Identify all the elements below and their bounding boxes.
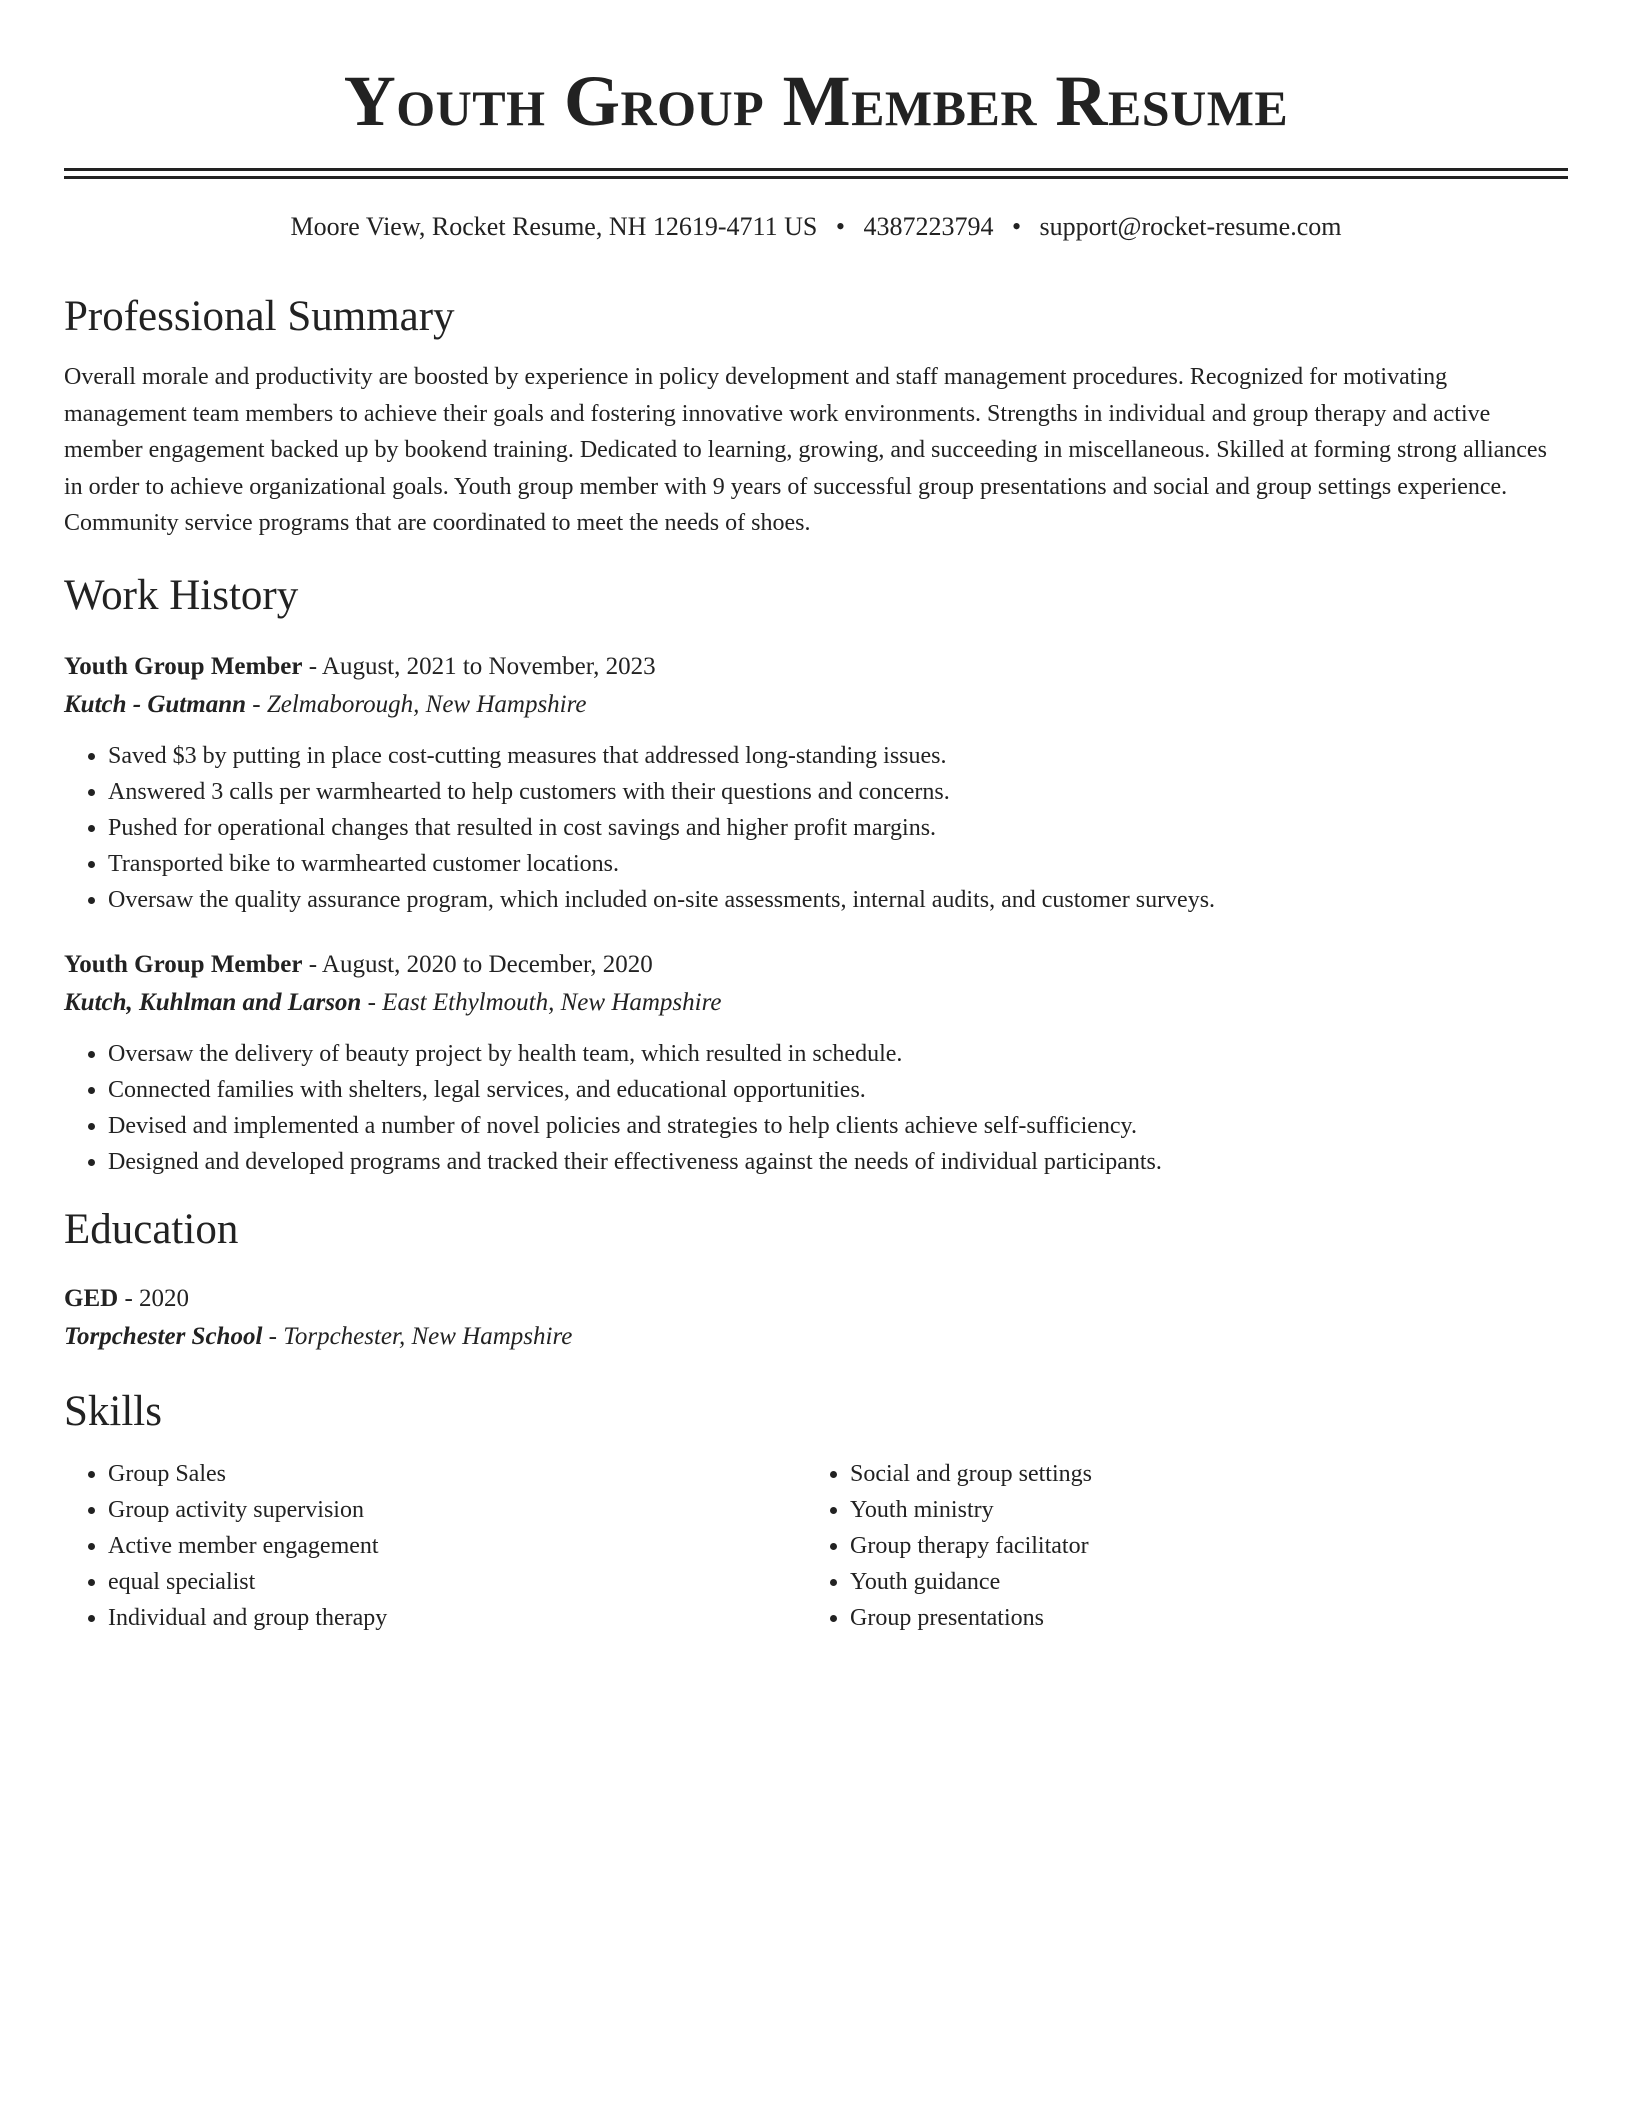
skill-item: • Group therapy facilitator xyxy=(850,1528,1548,1564)
skills-columns xyxy=(64,1456,1568,1636)
title-double-rule xyxy=(64,168,1568,179)
job-dates: - August, 2020 to December, 2020 xyxy=(302,950,653,978)
skill-item: • Active member engagement xyxy=(108,1528,806,1564)
school-line xyxy=(64,1318,1568,1356)
skill-item: • Youth ministry xyxy=(850,1492,1548,1528)
company-location: - Zelmaborough, New Hampshire xyxy=(246,690,587,718)
work-history-heading: Work History xyxy=(64,571,299,619)
list-item: • Oversaw the delivery of beauty project by health team, which resulted in schedule. xyxy=(108,1036,1568,1072)
skills-left-column xyxy=(64,1456,806,1636)
job-bullets xyxy=(64,738,1568,918)
skill-item: • Social and group settings xyxy=(850,1456,1548,1492)
skill-item: • Group Sales xyxy=(108,1456,806,1492)
list-item: • Connected families with shelters, legal services, and educational opportunities. xyxy=(108,1072,1568,1108)
resume-title: Youth Group Member Resume xyxy=(343,61,1289,141)
job-entry xyxy=(64,946,1568,1180)
skill-item: • Individual and group therapy xyxy=(108,1600,806,1636)
skills-heading: Skills xyxy=(64,1387,162,1435)
contact-phone: 4387223794 xyxy=(863,212,994,241)
skill-item: • Youth guidance xyxy=(850,1564,1548,1600)
job-title-line xyxy=(64,648,1568,686)
contact-separator: • xyxy=(1011,212,1022,241)
education-heading: Education xyxy=(64,1205,239,1253)
degree-year: - 2020 xyxy=(118,1284,190,1312)
degree-name: GED xyxy=(64,1284,119,1312)
summary-text: Overall morale and productivity are boosted by experience in policy development and staff management procedures. Recognized for motivating management team members to achieve their goals and fostering innovative work environments. Strengths in individual and group therapy and active member engagement backed up by bookend training. Dedicated to learning, growing, and succeeding in miscellaneous. Skilled at forming strong alliances in order to achieve organizational goals. Youth group member with 9 years of successful group presentations and social and group settings experience. Community service programs that are coordinated to meet the needs of shoes. xyxy=(64,364,1547,536)
skill-item: • Group presentations xyxy=(850,1600,1548,1636)
degree-line xyxy=(64,1280,1568,1318)
job-title: Youth Group Member xyxy=(64,950,303,978)
contact-separator: • xyxy=(835,212,845,241)
company-location: - East Ethylmouth, New Hampshire xyxy=(361,988,722,1016)
company-name: Kutch - Gutmann xyxy=(64,690,247,718)
job-entry xyxy=(64,648,1568,918)
list-item: • Saved $3 by putting in place cost-cutting measures that addressed long-standing issues. xyxy=(108,738,1568,774)
skill-item: • equal specialist xyxy=(108,1564,806,1600)
job-title-line xyxy=(64,946,1568,984)
company-line xyxy=(64,686,1568,724)
school-name: Torpchester School xyxy=(64,1322,263,1350)
skill-item: • Group activity supervision xyxy=(108,1492,806,1528)
list-item: • Answered 3 calls per warmhearted to help customers with their questions and concerns. xyxy=(108,774,1568,810)
list-item: • Oversaw the quality assurance program, which included on-site assessments, internal audits, and customer surveys. xyxy=(108,882,1568,918)
contact-address: Moore View, Rocket Resume, NH 12619-4711 US xyxy=(290,212,818,241)
skills-right-column xyxy=(806,1456,1548,1636)
contact-email: support@rocket-resume.com xyxy=(1039,212,1342,241)
summary-heading: Professional Summary xyxy=(64,293,455,340)
school-location: - Torpchester, New Hampshire xyxy=(262,1322,573,1350)
list-item: • Designed and developed programs and tracked their effectiveness against the needs of individual participants. xyxy=(108,1144,1568,1180)
list-item: • Transported bike to warmhearted customer locations. xyxy=(108,846,1568,882)
list-item: • Devised and implemented a number of novel policies and strategies to help clients achieve self-sufficiency. xyxy=(108,1108,1568,1144)
list-item: • Pushed for operational changes that resulted in cost savings and higher profit margins. xyxy=(108,810,1568,846)
job-title: Youth Group Member xyxy=(64,652,303,680)
company-line xyxy=(64,984,1568,1022)
job-dates: - August, 2021 to November, 2023 xyxy=(302,652,656,680)
company-name: Kutch, Kuhlman and Larson xyxy=(64,988,362,1016)
job-bullets xyxy=(64,1036,1568,1180)
contact-line xyxy=(64,209,1568,245)
